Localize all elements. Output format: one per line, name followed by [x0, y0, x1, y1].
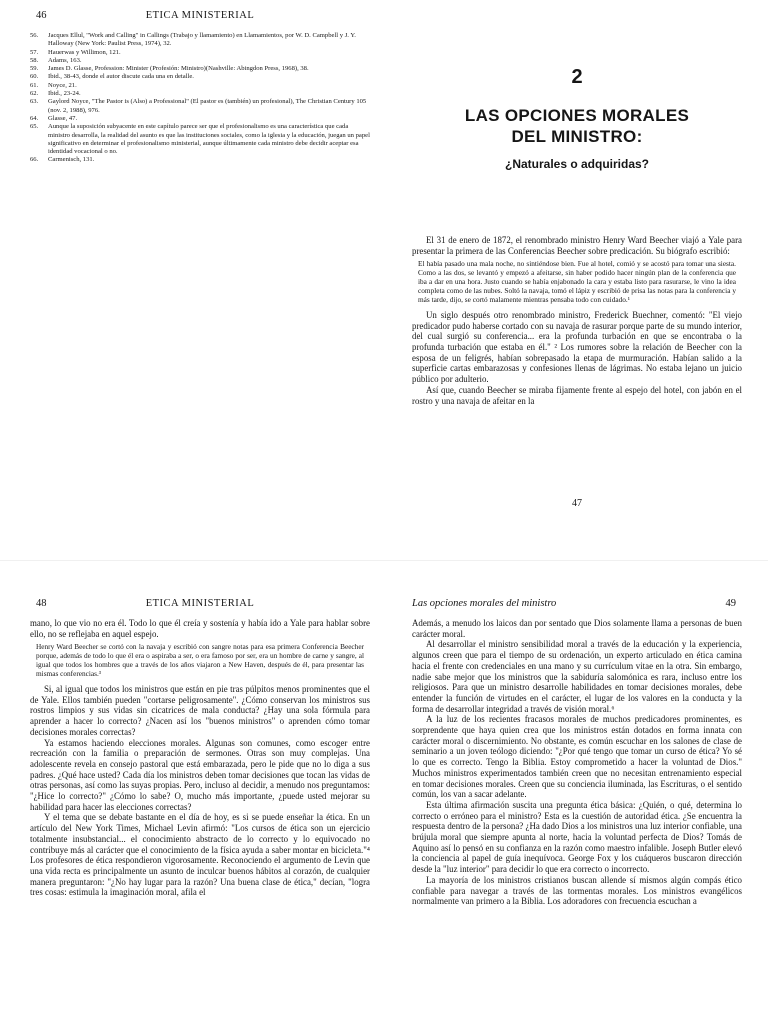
endnote: [30, 49, 370, 57]
page-number: 46: [36, 10, 47, 21]
endnote-number: 64.: [30, 114, 39, 122]
endnote-text: Ibid., 23-24.: [48, 90, 81, 98]
page-header: [30, 598, 370, 612]
chapter-subtitle: ¿Naturales o adquiridas?: [504, 157, 650, 171]
endnote-text: Hauerwas y Willimon, 121.: [48, 48, 121, 56]
endnote-text: Gaylord Noyce, "The Pastor is (Also) a Professional" (El pastor es (también) un profesional), The Christian Century 105 (nov. 2, 1988), 976.: [48, 98, 367, 114]
endnote-number: 62.: [30, 90, 39, 98]
endnote-number: 61.: [30, 81, 39, 89]
page-46: [30, 10, 370, 510]
endnote-text: Adams, 163.: [48, 56, 82, 64]
body-text: [412, 618, 742, 907]
endnote-number: 66.: [30, 156, 39, 164]
endnote-text: Aunque la suposición subyacente en este capítulo parece ser que el profesionalismo es una característica que cada ministro desarrolla, la realidad del asunto es que las instituciones sociales, como la iglesia y la educación, juegan un papel significativo en determinar el profesionalismo ministerial, aunque últimamente cada ministro debe decidir aceptar esa identidad vocacional o no.: [48, 123, 370, 156]
endnote: [30, 98, 370, 115]
endnote-text: James D. Glasse, Profession: Minister (Profesión: Ministro)(Nashville: Abingdon Press, 1968), 38.: [48, 65, 309, 73]
paragraph: mano, lo que vio no era él. Todo lo que él creía y sostenía y había ido a Yale para hablar sobre ello, no se reflejaba en aquel espejo.: [30, 618, 370, 639]
paragraph: Ya estamos haciendo elecciones morales. Algunas son comunes, como escoger entre recreación con la familia o preparación de sermones. Otras son muy complejas. Una adolescente revela en consejo pastoral que está embarazada, pero le pide que no lo diga a sus padres. ¿Qué hace usted? Cada día los ministros deben tomar decisiones que tocan las vidas de otras personas, así como las suyas propias. Pero, incluso al decidir, a menudo nos preguntamos: "¿Hice lo correcto?" ¿Cómo lo sabe? O, mucho más importante, ¿puede usted mejorar su habilidad para hacer las elecciones correctas?: [30, 737, 370, 812]
endnote-number: 58.: [30, 56, 39, 64]
running-head: Las opciones morales del ministro: [412, 598, 557, 609]
endnote: [30, 73, 370, 81]
paragraph: Un siglo después otro renombrado ministro, Frederick Buechner, comentó: "El viejo predicador pudo haberse cortado con su navaja de rasurar porque parte de su mundo interior, del cual surgió su conferencia... era la profunda turbación en que se encontraba o la profunda turbación que estaba en él." ² Los rumores sobre la relación de Beecher con la esposa de un feligrés, habían sobrepasado la etapa de murmuración. Habían salido a la superficie cartas embarazosas y confesiones llenas de lágrimas. No estaba lejano un juicio público por adulterio.: [412, 309, 742, 385]
endnotes-list: [30, 32, 370, 165]
paragraph: A la luz de los recientes fracasos morales de muchos predicadores prominentes, es sorprendente que haya quien crea que los ministros están dotados en forma innata con carácter moral o discernimiento. No obstante, es común escuchar en los salones de clase de seminario a un joven teólogo diciendo: "¿Por qué tengo que tomar un curso de ética? Yo sé lo que es correcto. Tengo la Biblia. Estoy comprometido a hacer la voluntad de Dios." Muchos ministros experimentados también creen que no necesitan entrenamiento especial en tomar decisiones morales. Creen que su conciencia iluminada, las Escrituras, o el sentido común, los van a sacar adelante.: [412, 714, 742, 800]
paragraph: Esta última afirmación suscita una pregunta ética básica: ¿Quién, o qué, determina lo correcto o erróneo para el ministro? Esta es la cuestión de autoridad ética. ¿Se encuentra la respuesta dentro de la persona? ¿Ha dado Dios a los ministros una luz interior confiable, una brújula moral que siempre apunta al norte, hacia la voluntad perfecta de Dios? Tomás de Aquino así lo pensó en su confianza en la razón como maestro infalible. Joseph Butler elevó la conciencia al papel de guía inequívoca. George Fox y los cuáqueros buscaron dirección desde la "luz interior" para decidir lo que era correcto o incorrecto.: [412, 799, 742, 875]
page-48: [30, 598, 370, 1024]
chapter-title-line-1: LAS OPCIONES MORALES: [464, 106, 690, 125]
endnote-text: Jacques Ellul, "Work and Calling" in Callings (Trabajo y llamamiento) en Llamamientos, por W. D. Campbell y J. Y. Halloway (New York: Paulist Press, 1974), 32.: [48, 32, 356, 48]
endnote-text: Glasse, 47.: [48, 114, 78, 122]
body-text: [30, 618, 370, 898]
body-text: [412, 235, 742, 406]
endnote-number: 59.: [30, 65, 39, 73]
page-number: 47: [572, 498, 582, 509]
endnote-text: Carmenisch, 131.: [48, 156, 95, 164]
chapter-title-line-2: DEL MINISTRO:: [511, 127, 643, 146]
block-quote: Henry Ward Beecher se cortó con la navaja y escribió con sangre notas para esa primera Conferencia Beecher porque, además de todo lo que él era o aspiraba a ser, o era famoso por ser, era un hombre de carne y sangre, al igual que todos los hombres que a través de los años viajaron a New Haven, después de él, para presentar las mismas conferencias.³: [36, 642, 364, 679]
endnote: [30, 123, 370, 156]
endnote: [30, 65, 370, 73]
block-quote: El había pasado una mala noche, no sintiéndose bien. Fue al hotel, comió y se acostó para tomar una siesta. Como a las dos, se levantó y empezó a afeitarse, sin haber podido hacer ningún plan de la conferencia que iba a dar en una hora. Justo cuando se había enjabonado la cara y estaba listo para rasurarse, le vino la idea completa como de las nubes. Soltó la navaja, tomó el lápiz y escribió de prisa las notas para la conferencia y más tarde, dijo, se cortó malamente mientras pensaba todo con cuidado.¹: [418, 259, 736, 305]
chapter-title: [412, 105, 742, 147]
paragraph: Así que, cuando Beecher se miraba fijamente frente al espejo del hotel, con jabón en el rostro y una navaja de afeitar en la: [412, 384, 742, 406]
endnote: [30, 57, 370, 65]
paragraph: Y el tema que se debate bastante en el día de hoy, es si se puede enseñar la ética. En un artículo del New York Times, Michael Levin afirmó: "Los cursos de ética son un ejercicio totalmente insubstancial... el conocimiento abstracto de lo correcto y lo equivocado no contribuye más al carácter que el conocimiento de la física ayuda a saber montar en bicicleta."⁴ Los profesores de ética respondieron vigorosamente. Reconociendo el argumento de Levin que una vida recta es principalmente un asunto de inculcar buenos hábitos al corazón, de cualquier manera preguntaron: "¿No hay lugar para la razón? Una buena clase de ética," decían, "logra tres cosas: estimula la imaginación moral, afila el: [30, 812, 370, 898]
endnote-number: 57.: [30, 48, 39, 56]
running-head: ETICA MINISTERIAL: [145, 598, 255, 609]
page-header: [412, 598, 742, 612]
endnote: [30, 32, 370, 49]
endnote: [30, 82, 370, 90]
endnote-text: Noyce, 21.: [48, 81, 77, 89]
running-head: ETICA MINISTERIAL: [145, 10, 255, 21]
endnote-text: Ibid., 38-43, donde el autor discute cada una en detalle.: [48, 73, 194, 81]
endnote: [30, 90, 370, 98]
page-47: [412, 10, 742, 510]
endnote-number: 63.: [30, 98, 39, 106]
page-number: 49: [725, 598, 736, 609]
endnote-number: 56.: [30, 32, 39, 39]
paragraph: Si, al igual que todos los ministros que están en pie tras púlpitos menos prominentes que el de Yale. Ellos también pueden "cortarse peligrosamente". ¿Cómo conservan los ministros sus rostros limpios y sus vidas sin cicatrices de mala conducta? ¿Hay una sola fórmula para aprender a hacer lo correcto? ¿Nacen así los "buenos ministros" o aprenden cómo tomar decisiones morales correctas?: [30, 684, 370, 737]
endnote-number: 65.: [30, 123, 39, 131]
paragraph: La mayoría de los ministros cristianos buscan allende sí mismos algún compás ético confiable para navegar a través de las tormentas morales. Los ministros evangélicos normalmente van primero a la Biblia. Los adoradores con frecuencia escuchan a: [412, 874, 742, 907]
endnote: [30, 115, 370, 123]
chapter-number: 2: [571, 66, 583, 88]
endnote: [30, 156, 370, 164]
paragraph: Además, a menudo los laicos dan por sentado que Dios solamente llama a personas de buen carácter moral.: [412, 618, 742, 639]
page-number: 48: [36, 598, 47, 609]
paragraph: El 31 de enero de 1872, el renombrado ministro Henry Ward Beecher viajó a Yale para presentar la primera de las Conferencias Beecher sobre predicación. Su biógrafo escribió:: [412, 235, 742, 256]
endnote-number: 60.: [30, 73, 39, 81]
page-49: [412, 598, 742, 1024]
paragraph: Al desarrollar el ministro sensibilidad moral a través de la educación y la experiencia, algunos creen que para el tiempo de su ordenación, un experto articulado en ética camina hacia el frente con credenciales en una mano y su currículum vitae en la otra. Sin embargo, nadie sabe mejor que los ministros que la sabiduría salomónica es rara, incluso entre los religiosos. Para que un ministro desarrolle habilidades en tomar decisiones morales, debe entender la función de virtudes en el carácter, el lugar de los valores en la conducta y la forma de desarrollar integridad a través de visión moral.⁶: [412, 639, 742, 714]
spread-divider: [0, 560, 768, 561]
page-header: [30, 10, 370, 24]
